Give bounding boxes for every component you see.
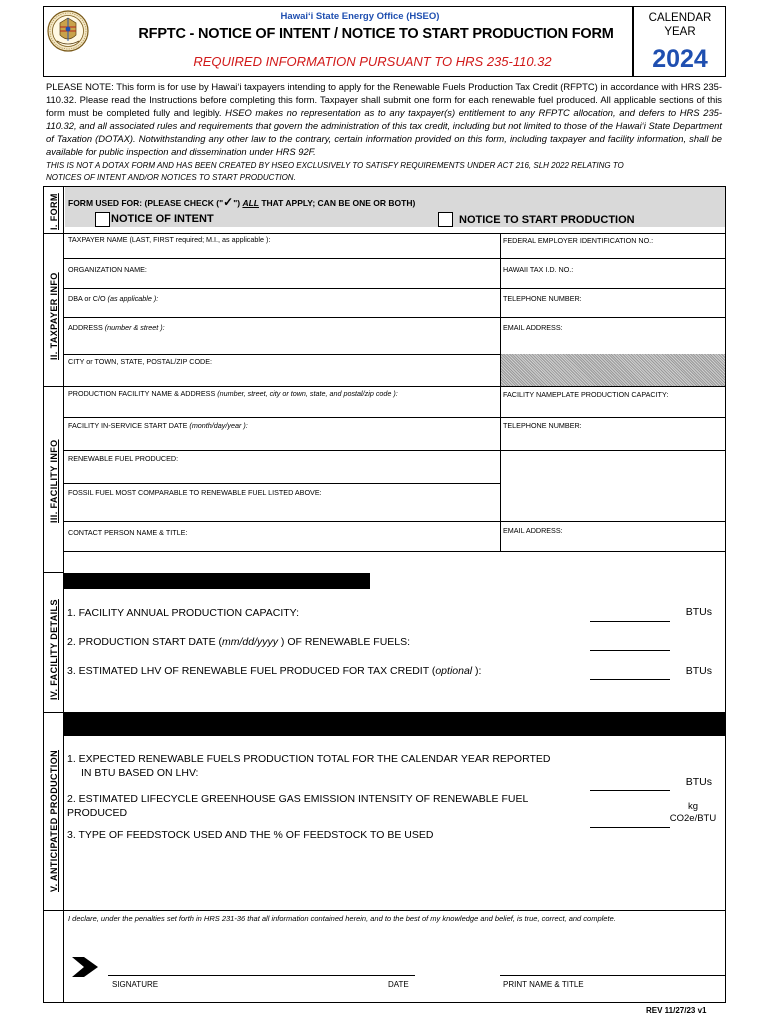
print-name-input[interactable] xyxy=(500,975,725,976)
facility-name-address-field[interactable]: PRODUCTION FACILITY NAME & ADDRESS (number, street, city or town, state, and postal/zip code ): xyxy=(68,389,398,398)
calendar-year-label xyxy=(634,11,726,39)
details-item-3: 3. ESTIMATED LHV OF RENEWABLE FUEL PRODUCED FOR TAX CREDIT (optional ): xyxy=(67,665,482,677)
facility-phone-field[interactable]: TELEPHONE NUMBER: xyxy=(503,421,582,430)
form-used-prompt: FORM USED FOR: (PLEASE CHECK ("✓") ALL THAT APPLY; CAN BE ONE OR BOTH) xyxy=(68,195,416,209)
details-unit-1: BTUs xyxy=(685,606,712,618)
notice-to-start-production-label: NOTICE TO START PRODUCTION xyxy=(459,214,635,226)
col-line xyxy=(500,386,501,551)
row-line xyxy=(64,233,726,234)
facility-email-field[interactable]: EMAIL ADDRESS: xyxy=(503,526,563,535)
notice-of-intent-label: NOTICE OF INTENT xyxy=(111,213,214,225)
production-start-date-input[interactable] xyxy=(590,650,670,651)
row-line xyxy=(501,450,726,451)
section-header-bar xyxy=(64,573,370,589)
in-service-date-field[interactable]: FACILITY IN-SERVICE START DATE (month/day/year ): xyxy=(68,421,248,430)
anticipated-item-2: 2. ESTIMATED LIFECYCLE GREENHOUSE GAS EMISSION INTENSITY OF RENEWABLE FUEL PRODUCED xyxy=(67,793,529,819)
row-line xyxy=(64,258,726,259)
city-state-zip-field[interactable]: CITY or TOWN, STATE, POSTAL/ZIP CODE: xyxy=(68,357,213,366)
details-item-2: 2. PRODUCTION START DATE (mm/dd/yyyy ) OF RENEWABLE FUELS: xyxy=(67,636,411,648)
expected-production-input[interactable] xyxy=(590,790,670,791)
sign-here-arrow-icon xyxy=(70,956,100,978)
dba-field[interactable]: DBA or C/O (as applicable ): xyxy=(68,294,159,303)
disclaimer-line1: THIS IS NOT A DOTAX FORM AND HAS BEEN CREATED BY HSEO EXCLUSIVELY TO SATISFY REQUIREMENTS UNDER ACT 216, SLH 2022 RELATING TO xyxy=(46,161,624,170)
notice-of-intent-checkbox[interactable] xyxy=(95,212,110,227)
anticipated-item-1: 1. EXPECTED RENEWABLE FUELS PRODUCTION TOTAL FOR THE CALENDAR YEAR REPORTED IN BTU BASED ON LHV: xyxy=(67,753,551,779)
side-divider xyxy=(43,386,64,387)
state-seal-icon xyxy=(47,10,89,52)
agency-name: Hawai‘i State Energy Office (HSEO) xyxy=(280,11,440,22)
nameplate-capacity-field[interactable]: FACILITY NAMEPLATE PRODUCTION CAPACITY: xyxy=(503,390,669,399)
details-unit-3: BTUs xyxy=(685,665,712,677)
checkmark-icon: ✓ xyxy=(223,195,234,209)
print-name-label: PRINT NAME & TITLE xyxy=(503,980,584,989)
form-title: RFPTC - NOTICE OF INTENT / NOTICE TO START PRODUCTION FORM xyxy=(138,26,614,42)
note-text-italic: HSEO makes no representation as to any taxpayer(s) entitlement to any RFPTC allocation, and defers to HRS 235-110.32, and all associated rules and requirements that govern the administration of this tax credit, including but not limited to those of the Hawai‘i State Department of Taxation (DOTAX). Notwithstanding any other law to the contrary, certain information provided on this form, including taxpayer and facility information, shall be available for public inspection and dissemination under HRS 92F. xyxy=(46,107,722,157)
section-label-details: IV. FACILITY DETAILS xyxy=(49,599,59,700)
ghg-intensity-input[interactable] xyxy=(590,827,670,828)
taxpayer-phone-field[interactable]: TELEPHONE NUMBER: xyxy=(503,294,582,303)
anticipated-unit-2: kg CO2e/BTU xyxy=(669,801,717,824)
anticipated-item-3: 3. TYPE OF FEEDSTOCK USED AND THE % OF FEEDSTOCK TO BE USED xyxy=(67,829,434,841)
fein-field[interactable]: FEDERAL EMPLOYER IDENTIFICATION NO.: xyxy=(503,236,654,245)
signature-input[interactable] xyxy=(108,975,415,976)
section-label-facility: III. FACILITY INFO xyxy=(49,439,59,523)
side-divider xyxy=(43,712,64,713)
annual-capacity-input[interactable] xyxy=(590,621,670,622)
side-divider xyxy=(43,233,64,234)
row-line xyxy=(64,317,726,318)
row-line xyxy=(64,521,726,522)
notice-to-start-production-checkbox[interactable] xyxy=(438,212,453,227)
renewable-fuel-field[interactable]: RENEWABLE FUEL PRODUCED: xyxy=(68,454,179,463)
address-field[interactable]: ADDRESS (number & street ): xyxy=(68,323,165,332)
row-line xyxy=(64,450,501,451)
row-line xyxy=(64,386,726,387)
revision-label: REV 11/27/23 v1 xyxy=(646,1006,707,1015)
calendar-label-line1: CALENDAR xyxy=(648,12,712,24)
declaration-text: I declare, under the penalties set forth in HRS 231-36 that all information contained herein, and to the best of my knowledge and belief, is true, correct, and complete. xyxy=(68,914,616,923)
calendar-label-line2: YEAR xyxy=(664,26,696,38)
section-label-anticipated: V. ANTICIPATED PRODUCTION xyxy=(49,749,59,892)
form-subtitle: REQUIRED INFORMATION PURSUANT TO HRS 235-110.32 xyxy=(193,54,552,69)
section-header-bar xyxy=(64,712,726,736)
row-line xyxy=(64,483,501,484)
row-line xyxy=(64,910,726,911)
details-item-1: 1. FACILITY ANNUAL PRODUCTION CAPACITY: xyxy=(67,607,300,619)
signature-label: SIGNATURE xyxy=(112,980,159,989)
row-line xyxy=(64,417,726,418)
contact-person-field[interactable]: CONTACT PERSON NAME & TITLE: xyxy=(68,528,188,537)
disclaimer-line2: NOTICES OF INTENT AND/OR NOTICES TO START PRODUCTION. xyxy=(46,172,296,182)
side-divider xyxy=(43,572,64,573)
section-label-taxpayer: II. TAXPAYER INFO xyxy=(49,272,59,360)
row-line xyxy=(64,551,726,552)
side-divider xyxy=(43,910,64,911)
form-table xyxy=(43,186,726,1003)
note-text-plain: PLEASE NOTE: This form is for use by Hawai‘i taxpayers intending to apply for the Renewable Fuels Production Tax Credit (RFPTC) in accordance with HRS 235-110.32. Please read the Instructions before completing this form. Taxpayer shall submit one form for each renewable fuel produced. All applicable sections of this form must be completed fully and legibly. xyxy=(46,81,722,118)
calendar-year-value: 2024 xyxy=(652,45,708,73)
estimated-lhv-input[interactable] xyxy=(590,679,670,680)
section-label-form: I. FORM xyxy=(49,193,59,230)
fossil-fuel-field[interactable]: FOSSIL FUEL MOST COMPARABLE TO RENEWABLE FUEL LISTED ABOVE: xyxy=(68,488,322,497)
taxpayer-email-field[interactable]: EMAIL ADDRESS: xyxy=(503,323,563,332)
date-label: DATE xyxy=(388,980,409,989)
taxpayer-name-field[interactable]: TAXPAYER NAME (LAST, FIRST required; M.I., as applicable ): xyxy=(68,235,271,244)
anticipated-unit-1: BTUs xyxy=(685,776,712,788)
hawaii-tax-id-field[interactable]: HAWAII TAX I.D. NO.: xyxy=(503,265,574,274)
row-line xyxy=(64,288,726,289)
organization-name-field[interactable]: ORGANIZATION NAME: xyxy=(68,265,147,274)
dotax-disclaimer xyxy=(46,160,722,183)
please-note xyxy=(46,80,722,158)
shaded-cell xyxy=(501,354,725,386)
